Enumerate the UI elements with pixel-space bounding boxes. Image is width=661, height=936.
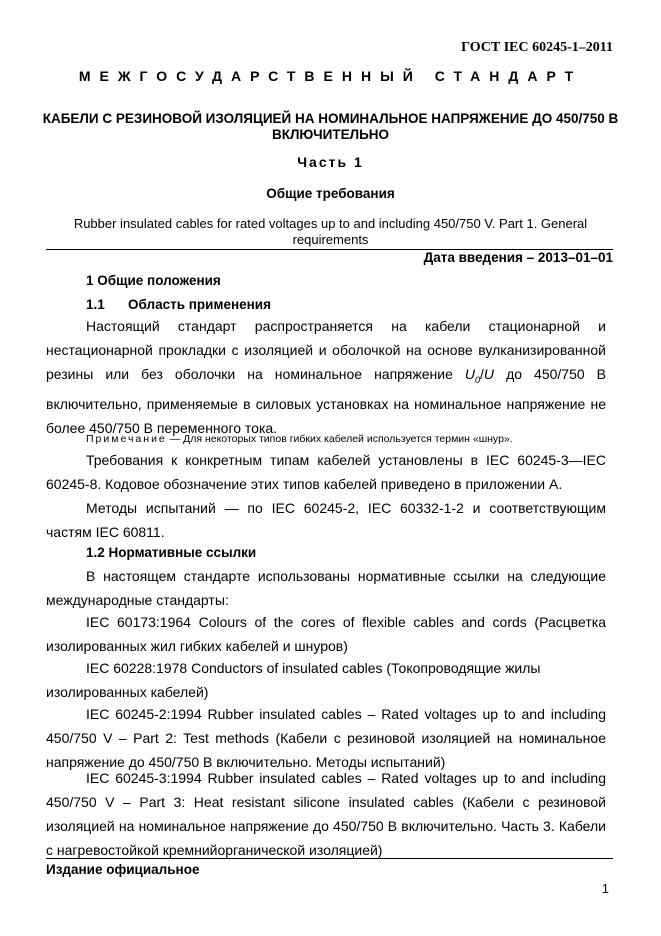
introduction-date: Дата введения – 2013–01–01 [423, 250, 613, 265]
note-label: Примечание [86, 433, 167, 445]
scope-text-b: до 450/750 В включительно, применяемые в силовых установках на номинальное напряжение не более 450/750 В переменного тока. [46, 366, 606, 436]
section-1-1-title: Область применения [128, 297, 271, 312]
scope-text-a: Настоящий стандарт распространяется на кабели стационарной и нестационарной прокладки с изоляцией и оболочкой на основе вулканизированной резины или без оболочки на номинальное напряжение [46, 318, 606, 382]
english-title: Rubber insulated cables for rated voltages up to and including 450/750 V. Part 1. General requirements [73, 216, 588, 247]
scope-paragraph [46, 314, 606, 440]
section-1-heading: 1 Общие положения [86, 273, 221, 288]
section-1-1-number: 1.1 [86, 297, 105, 312]
requirements-paragraph: Требования к конкретным типам кабелей установлены в IEC 60245-3—IEC 60245-8. Кодовое обозначение этих типов кабелей приведено в приложении А. [46, 452, 606, 492]
official-edition-label: Издание официальное [46, 862, 200, 877]
page-number: 1 [601, 881, 609, 896]
footer-divider [46, 858, 613, 859]
voltage-symbol-u0-subscript: 0 [475, 374, 481, 385]
voltage-symbol-u0: U [464, 366, 476, 382]
voltage-slash: / [480, 366, 484, 382]
section-1-2-heading: 1.2 Нормативные ссылки [86, 545, 257, 560]
section-1-1-heading [86, 297, 271, 312]
document-subtitle: Общие требования [266, 186, 395, 201]
note [86, 433, 513, 445]
reference-item: IEC 60173:1964 Colours of the cores of flexible cables and cords (Расцветка изолированных жил гибких кабелей и шнуров) [46, 614, 606, 654]
document-title: КАБЕЛИ С РЕЗИНОВОЙ ИЗОЛЯЦИЕЙ НА НОМИНАЛЬНОЕ НАПРЯЖЕНИЕ ДО 450/750 В ВКЛЮЧИТЕЛЬНО [42, 111, 619, 142]
note-text: — Для некоторых типов гибких кабелей используется термин «шнур». [166, 433, 513, 445]
voltage-symbol-u: U [483, 366, 495, 382]
normative-refs-intro: В настоящем стандарте использованы нормативные ссылки на следующие международные стандарты: [46, 568, 606, 608]
standard-code: ГОСТ IEC 60245-1–2011 [461, 40, 613, 55]
part-label: Часть 1 [297, 154, 364, 170]
interstate-standard-label: МЕЖГОСУДАРСТВЕННЫЙ СТАНДАРТ [78, 68, 583, 84]
reference-item: IEC 60245-3:1994 Rubber insulated cables – Rated voltages up to and including 450/750 V – Part 3: Heat resistant silicone insulated cables (Кабели с резиновой изоляцией на номинальное напряжение до 450/750 В включительно. Часть 3. Кабели с нагревостойкой кремнийорганической изоляцией) [46, 770, 606, 858]
reference-item: IEC 60228:1978 Conductors of insulated cables (Токопроводящие жилы изолированных кабелей) [46, 660, 541, 700]
test-methods-paragraph: Методы испытаний — по IEC 60245-2, IEC 60332-1-2 и соответствующим частям IEC 60811. [46, 500, 606, 540]
reference-item: IEC 60245-2:1994 Rubber insulated cables – Rated voltages up to and including 450/750 V – Part 2: Test methods (Кабели с резиновой изоляцией на номинальное напряжение до 450/750 В включительно. Методы испытаний) [46, 706, 606, 770]
